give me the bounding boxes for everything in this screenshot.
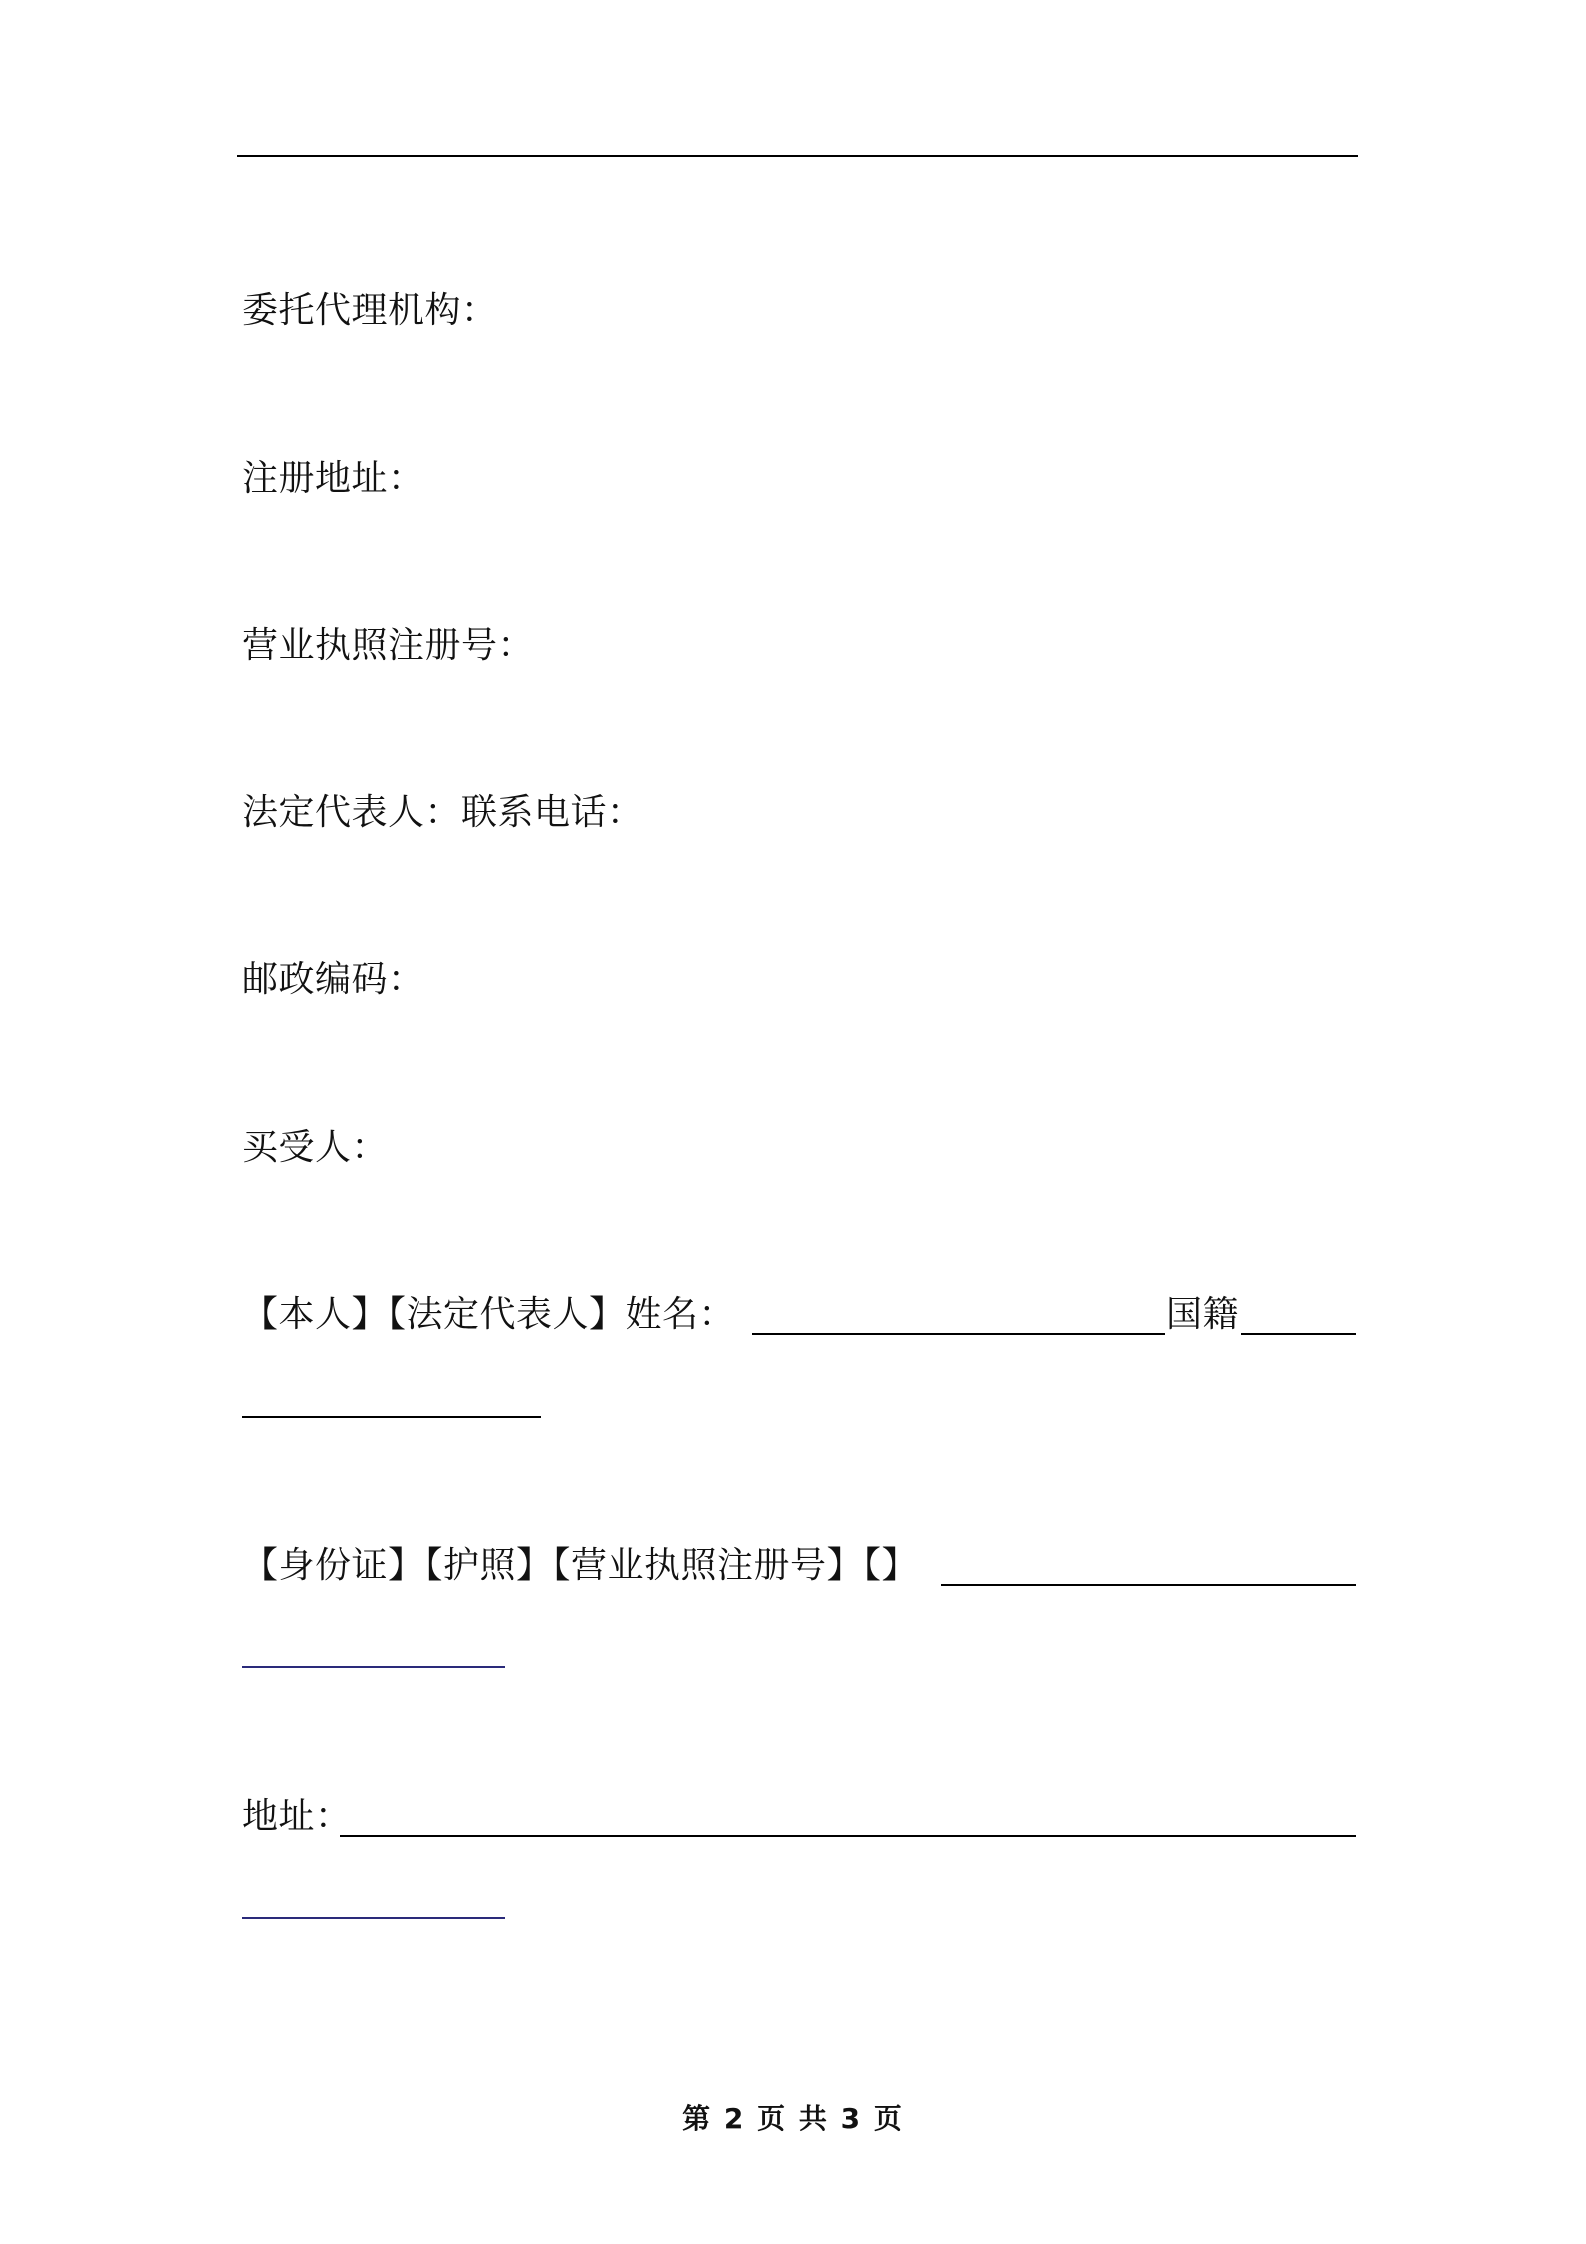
name-line-label: 【本人】【法定代表人】姓名： [242,1294,736,1335]
buyer-label: 买受人： [242,1127,389,1168]
nationality-blank-continued[interactable] [242,1416,541,1418]
address-label: 地址： [242,1796,352,1837]
nationality-blank[interactable] [1241,1333,1356,1335]
page-indicator: 第 2 页 共 3 页 [682,2102,904,2135]
nationality-label: 国籍 [1166,1294,1240,1335]
legal-rep-phone-label: 法定代表人：联系电话： [242,792,644,833]
agency-label: 委托代理机构： [242,290,498,331]
id-line-label: 【身份证】【护照】【营业执照注册号】【】 [242,1545,919,1586]
registered-address-label: 注册地址： [242,458,425,499]
address-blank-continued[interactable] [242,1917,505,1919]
name-blank[interactable] [752,1333,1165,1335]
address-blank[interactable] [340,1835,1356,1837]
postal-code-label: 邮政编码： [242,959,425,1000]
header-rule [237,155,1358,157]
id-number-blank-continued[interactable] [242,1666,505,1668]
id-number-blank[interactable] [941,1584,1356,1586]
license-number-label: 营业执照注册号： [242,625,535,666]
